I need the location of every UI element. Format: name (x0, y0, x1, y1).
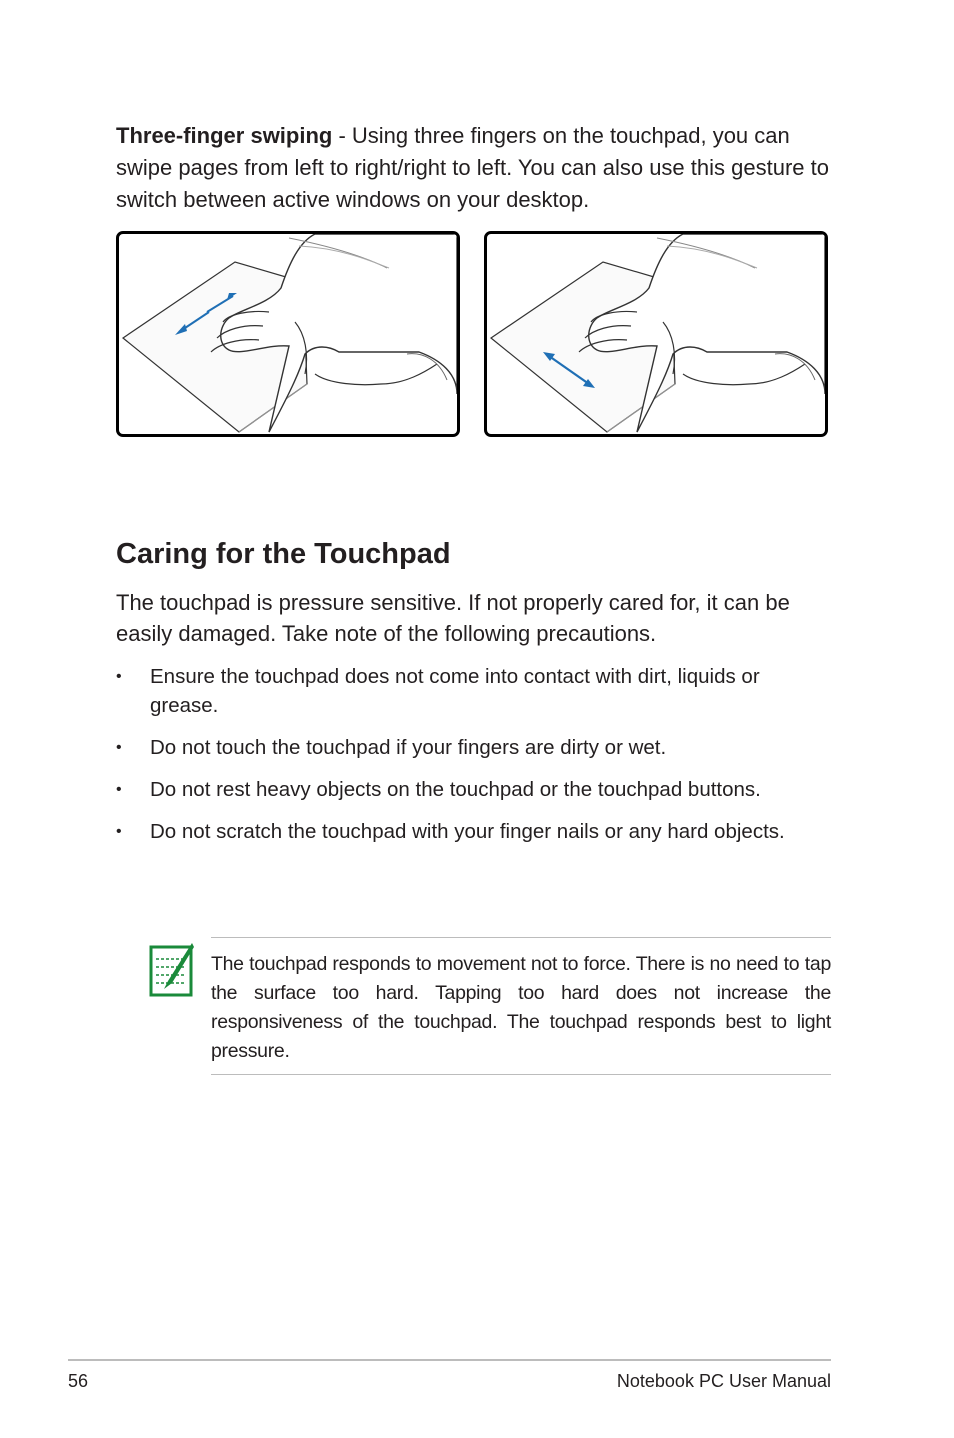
list-item-text: Do not rest heavy objects on the touchpad or the touchpad buttons. (150, 778, 761, 801)
list-item-text: Do not scratch the touchpad with your finger nails or any hard objects. (150, 820, 785, 843)
page-number: 56 (68, 1371, 89, 1391)
list-item-text: Ensure the touchpad does not come into contact with dirt, liquids or grease. (150, 665, 760, 717)
intro-paragraph (116, 120, 832, 216)
list-item (116, 733, 832, 762)
list-item (116, 817, 832, 846)
section-paragraph: The touchpad is pressure sensitive. If not properly cared for, it can be easily damaged. Take note of the following precautions. (116, 590, 790, 646)
three-finger-swipe-diagonal-illustration (116, 231, 460, 437)
intro-term: Three-finger swiping (116, 123, 333, 148)
footer-divider (68, 1359, 831, 1361)
section-heading: Caring for the Touchpad (116, 538, 451, 570)
bullet-icon: • (116, 823, 122, 840)
bullet-icon: • (116, 781, 122, 798)
note-box (211, 937, 831, 1075)
note-pencil-icon (148, 941, 194, 1004)
list-item-text: Do not touch the touchpad if your fingers are dirty or wet. (150, 736, 667, 759)
intro-text: - Using three fingers on the touchpad, you can swipe pages from left to right/right to left. You can also use this gesture to switch between active windows on your desktop. (116, 123, 829, 212)
bullet-icon: • (116, 739, 122, 756)
three-finger-swipe-horizontal-illustration (484, 231, 828, 437)
note-text: The touchpad responds to movement not to force. There is no need to tap the surface too hard. Tapping too hard does not increase the responsiveness of the touchpad. The touchpad responds best to light pressure. (211, 953, 831, 1062)
list-item (116, 662, 832, 720)
precautions-list (116, 662, 832, 859)
list-item (116, 775, 832, 804)
bullet-icon: • (116, 668, 122, 685)
manual-title: Notebook PC User Manual (616, 1371, 831, 1391)
